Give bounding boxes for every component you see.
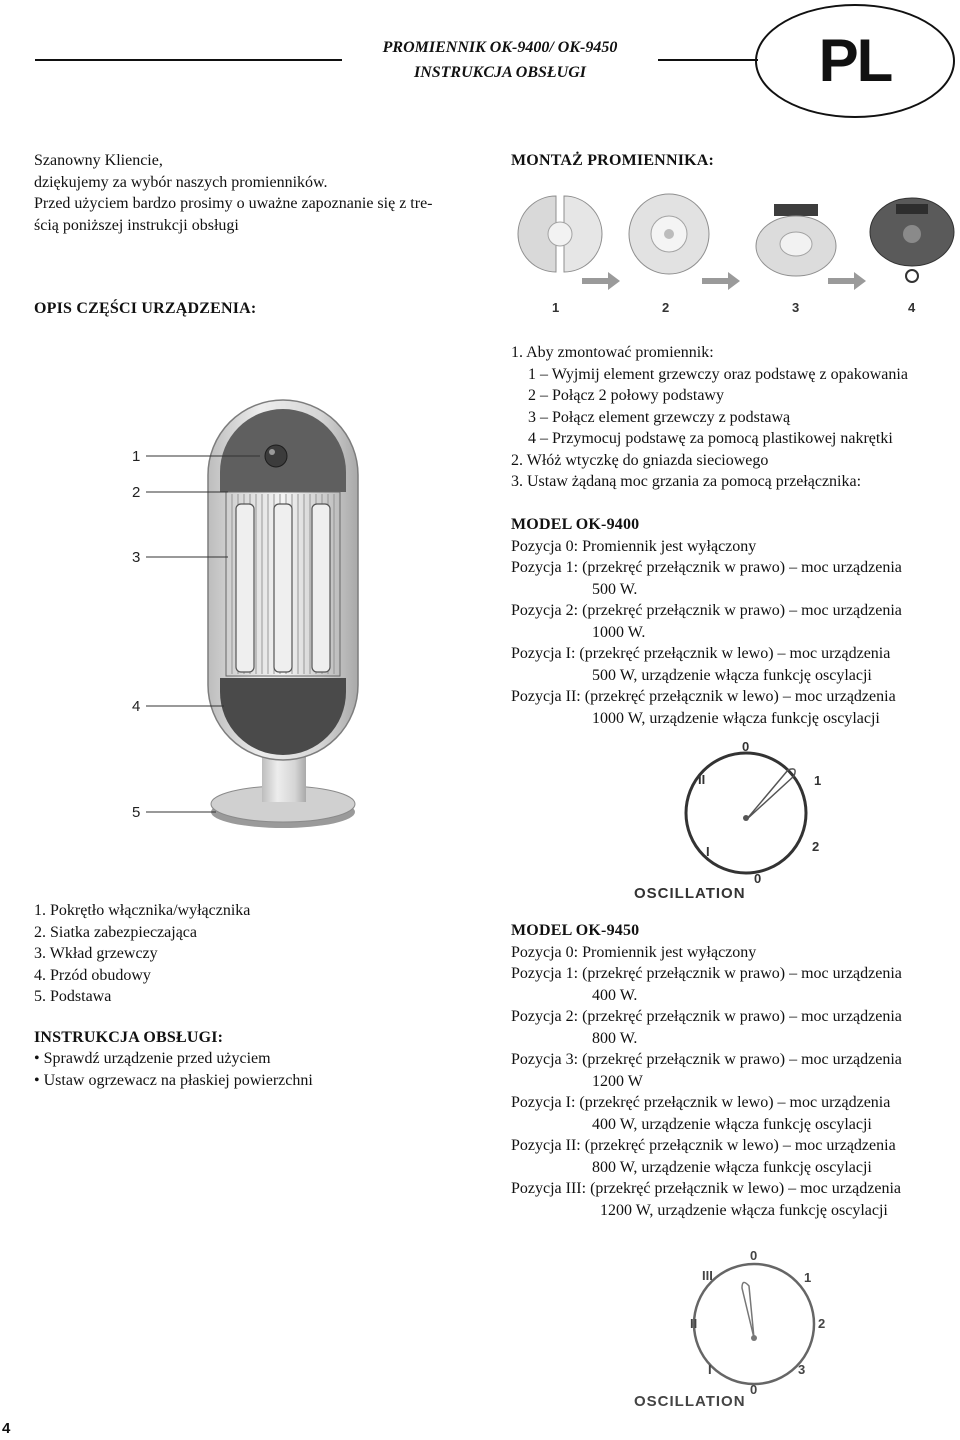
dial-label: I	[706, 844, 710, 859]
dial-label: 2	[818, 1316, 826, 1331]
position-line: Pozycja 0: Promiennik jest wyłączony	[511, 537, 757, 555]
dial-caption: OSCILLATION	[634, 1393, 746, 1410]
position-line: Pozycja III: (przekręć przełącznik w lewo) – moc urządzenia	[511, 1180, 902, 1197]
assembly-step-number: 2	[662, 300, 670, 315]
list-item: 2. Siatka zabezpieczająca	[34, 923, 197, 941]
assembly-step-1	[518, 196, 602, 272]
dial-hub	[751, 1335, 757, 1341]
position-line: Pozycja I: (przekręć przełącznik w lewo) – moc urządzenia	[511, 1094, 891, 1111]
position-line: 800 W, urządzenie włącza funkcję oscylacji	[592, 1158, 872, 1176]
dial-caption: OSCILLATION	[634, 885, 746, 902]
dial-label: 0	[750, 1382, 758, 1397]
parts-heading: OPIS CZĘŚCI URZĄDZENIA:	[34, 300, 257, 317]
greeting-line: dziękujemy za wybór naszych promienników.	[34, 173, 328, 191]
instruction-line: 1 – Wyjmij element grzewczy oraz podstawę z opakowania	[528, 365, 908, 383]
assembly-heading: MONTAŻ PROMIENNIKA:	[511, 152, 715, 169]
position-line: Pozycja 3: (przekręć przełącznik w prawo) – moc urządzenia	[511, 1051, 902, 1068]
list-item: 1. Pokrętło włącznika/wyłącznika	[34, 902, 251, 919]
assembly-step-2	[629, 194, 709, 274]
assembly-steps-illustration	[512, 182, 958, 322]
nut-icon	[906, 270, 918, 282]
position-line: 400 W, urządzenie włącza funkcję oscylacji	[592, 1115, 872, 1133]
model-9450-section	[511, 920, 902, 1221]
heater-elements	[236, 504, 330, 672]
assembly-arrows	[582, 272, 866, 290]
greeting-line: ścią poniższej instrukcji obsługi	[34, 216, 239, 234]
greeting-line: Szanowny Kliencie,	[34, 152, 163, 169]
dial-label: III	[702, 1268, 713, 1283]
instruction-line: 4 – Przymocuj podstawę za pomocą plastikowej nakrętki	[528, 430, 893, 447]
dial-label: 1	[804, 1270, 812, 1285]
position-line: 1000 W, urządzenie włącza funkcję oscylacji	[592, 709, 880, 727]
heater-knob	[265, 445, 287, 467]
dial-label: 2	[812, 839, 820, 854]
model-9400-section	[511, 514, 902, 729]
dial-label: 0	[750, 1248, 758, 1263]
language-badge	[755, 4, 955, 118]
assembly-step-3	[756, 204, 836, 276]
dial-9450	[630, 1246, 862, 1416]
position-line: 400 W.	[592, 986, 638, 1004]
heater-callout-3: 3	[132, 549, 141, 566]
position-line: Pozycja 2: (przekręć przełącznik w prawo) – moc urządzenia	[511, 602, 902, 619]
list-item: • Ustaw ogrzewacz na płaskiej powierzchni	[34, 1071, 313, 1089]
header-rule-left	[35, 59, 342, 61]
instruction-line: 2 – Połącz 2 połowy podstawy	[528, 387, 724, 404]
page-number: 4	[2, 1420, 11, 1437]
header-rule-right	[658, 59, 758, 61]
position-line: 1200 W, urządzenie włącza funkcję oscylacji	[600, 1201, 888, 1219]
list-item: 5. Podstawa	[34, 988, 112, 1005]
dial-pointer	[746, 769, 795, 820]
position-line: 1200 W	[592, 1072, 643, 1090]
position-line: 800 W.	[592, 1029, 638, 1047]
dial-label: II	[698, 772, 706, 787]
dial-label: 1	[814, 773, 822, 788]
assembly-step-number: 4	[908, 300, 916, 315]
dial-hub	[743, 815, 749, 821]
dial-label: II	[690, 1316, 698, 1331]
position-line: Pozycja 0: Promiennik jest wyłączony	[511, 943, 757, 961]
position-line: Pozycja 1: (przekręć przełącznik w prawo) – moc urządzenia	[511, 965, 902, 982]
greeting-line: Przed użyciem bardzo prosimy o uważne zapoznanie się z tre-	[34, 195, 433, 212]
document-title: PROMIENNIK OK-9400/ OK-9450	[382, 39, 618, 56]
assembly-step-number: 3	[792, 300, 800, 315]
heater-illustration	[128, 392, 390, 832]
instructions-block	[511, 342, 908, 493]
list-item: 3. Wkład grzewczy	[34, 945, 158, 962]
heater-callout-5: 5	[132, 804, 141, 821]
position-line: Pozycja II: (przekręć przełącznik w lewo) – moc urządzenia	[511, 688, 896, 705]
heater-callout-1: 1	[132, 448, 141, 465]
instruction-line: 1. Aby zmontować promiennik:	[511, 344, 714, 361]
usage-list	[34, 1048, 313, 1091]
dial-pointer	[742, 1282, 754, 1338]
position-line: 500 W.	[592, 580, 638, 598]
model-9450-title: MODEL OK-9450	[511, 922, 640, 939]
heater-knob-highlight	[269, 449, 275, 455]
language-badge-label: PL	[818, 27, 892, 94]
instruction-line: 3. Ustaw żądaną moc grzania za pomocą przełącznika:	[511, 473, 862, 490]
dial-label: 0	[754, 871, 762, 886]
heater-callout-4: 4	[132, 698, 141, 715]
instruction-line: 2. Włóż wtyczkę do gniazda sieciowego	[511, 451, 769, 469]
instruction-line: 3 – Połącz element grzewczy z podstawą	[528, 408, 791, 426]
position-line: Pozycja II: (przekręć przełącznik w lewo) – moc urządzenia	[511, 1137, 896, 1154]
assembly-step-4	[870, 198, 954, 282]
position-line: Pozycja 1: (przekręć przełącznik w prawo) – moc urządzenia	[511, 559, 902, 576]
position-line: Pozycja 2: (przekręć przełącznik w prawo) – moc urządzenia	[511, 1008, 902, 1025]
usage-heading: INSTRUKCJA OBSŁUGI:	[34, 1029, 224, 1046]
parts-list	[34, 900, 250, 1008]
list-item: 4. Przód obudowy	[34, 966, 151, 984]
position-line: Pozycja I: (przekręć przełącznik w lewo) – moc urządzenia	[511, 645, 891, 662]
dial-label: I	[708, 1362, 712, 1377]
position-line: 500 W, urządzenie włącza funkcję oscylacji	[592, 666, 872, 684]
heater-callout-2: 2	[132, 484, 141, 501]
model-9400-title: MODEL OK-9400	[511, 516, 640, 533]
dial-label: 0	[742, 739, 750, 754]
position-line: 1000 W.	[592, 623, 646, 641]
dial-9400	[630, 738, 862, 908]
greeting-block	[34, 150, 433, 236]
assembly-step-number: 1	[552, 300, 560, 315]
document-subtitle: INSTRUKCJA OBSŁUGI	[413, 64, 587, 81]
list-item: • Sprawdź urządzenie przed użyciem	[34, 1050, 271, 1067]
dial-label: 3	[798, 1362, 806, 1377]
